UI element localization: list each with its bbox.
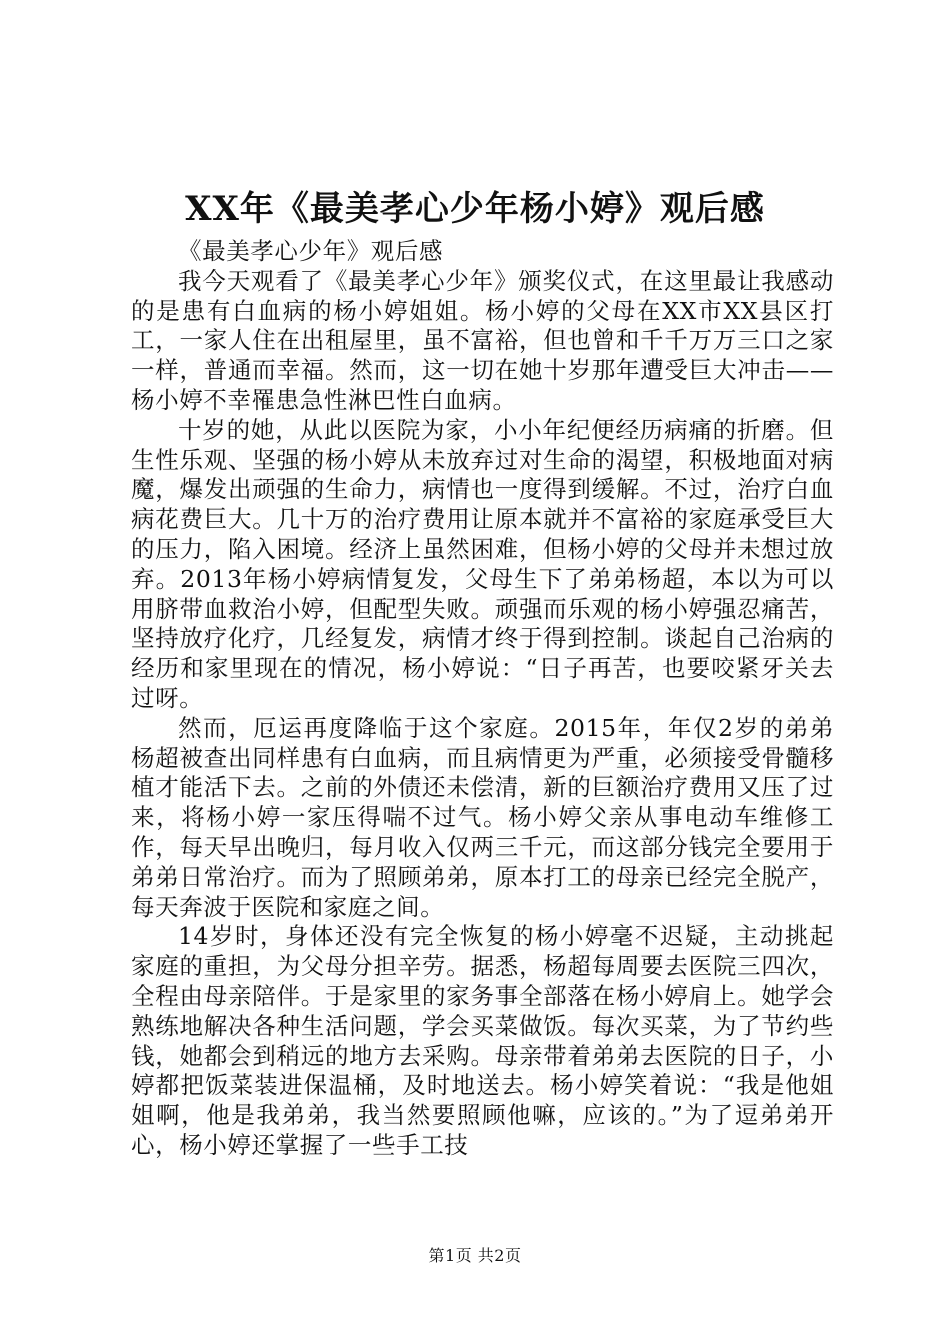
body-paragraph: 然而，厄运再度降临于这个家庭。2015年，年仅2岁的弟弟杨超被查出同样患有白血病，而且病情更为严重，必须接受骨髓移植才能活下去。之前的外债还未偿清，新的巨额治疗费用又压了过来，将杨小婷一家压得喘不过气。杨小婷父亲从事电动车维修工作，每天早出晚归，每月收入仅两三千元，而这部分钱完全要用于弟弟日常治疗。而为了照顾弟弟，原本打工的母亲已经完全脱产，每天奔波于医院和家庭之间。 [131, 713, 834, 921]
subtitle-paragraph: 《最美孝心少年》观后感 [178, 237, 444, 265]
body-paragraph: 我今天观看了《最美孝心少年》颁奖仪式，在这里最让我感动的是患有白血病的杨小婷姐姐。杨小婷的父母在XX市XX县区打工，一家人住在出租屋里，虽不富裕，但也曾和千千万万三口之家一样，普通而幸福。然而，这一切在她十岁那年遭受巨大冲击——杨小婷不幸罹患急性淋巴性白血病。 [131, 266, 834, 414]
body-paragraph: 十岁的她，从此以医院为家，小小年纪便经历病痛的折磨。但生性乐观、坚强的杨小婷从未放弃过对生命的渴望，积极地面对病魔，爆发出顽强的生命力，病情也一度得到缓解。不过，治疗白血病花费巨大。几十万的治疗费用让原本就并不富裕的家庭承受巨大的压力，陷入困境。经济上虽然困难，但杨小婷的父母并未想过放弃。2013年杨小婷病情复发，父母生下了弟弟杨超，本以为可以用脐带血救治小婷，但配型失败。顽强而乐观的杨小婷强忍痛苦，坚持放疗化疗，几经复发，病情才终于得到控制。谈起自己治病的经历和家里现在的情况，杨小婷说：“日子再苦，也要咬紧牙关去过呀。 [131, 415, 834, 712]
page-number-footer: 第1页 共2页 [428, 1246, 522, 1265]
document-body [131, 237, 834, 1161]
body-paragraph: 14岁时，身体还没有完全恢复的杨小婷毫不迟疑，主动挑起家庭的重担，为父母分担辛劳。据悉，杨超每周要去医院三四次，全程由母亲陪伴。于是家里的家务事全部落在杨小婷肩上。她学会熟练地解决各种生活问题，学会买菜做饭。每次买菜，为了节约些钱，她都会到稍远的地方去采购。母亲带着弟弟去医院的日子，小婷都把饭菜装进保温桶，及时地送去。杨小婷笑着说：“我是他姐姐啊，他是我弟弟，我当然要照顾他嘛，应该的。”为了逗弟弟开心，杨小婷还掌握了一些手工技 [131, 922, 834, 1159]
document-title: XX年《最美孝心少年杨小婷》观后感 [185, 189, 765, 229]
